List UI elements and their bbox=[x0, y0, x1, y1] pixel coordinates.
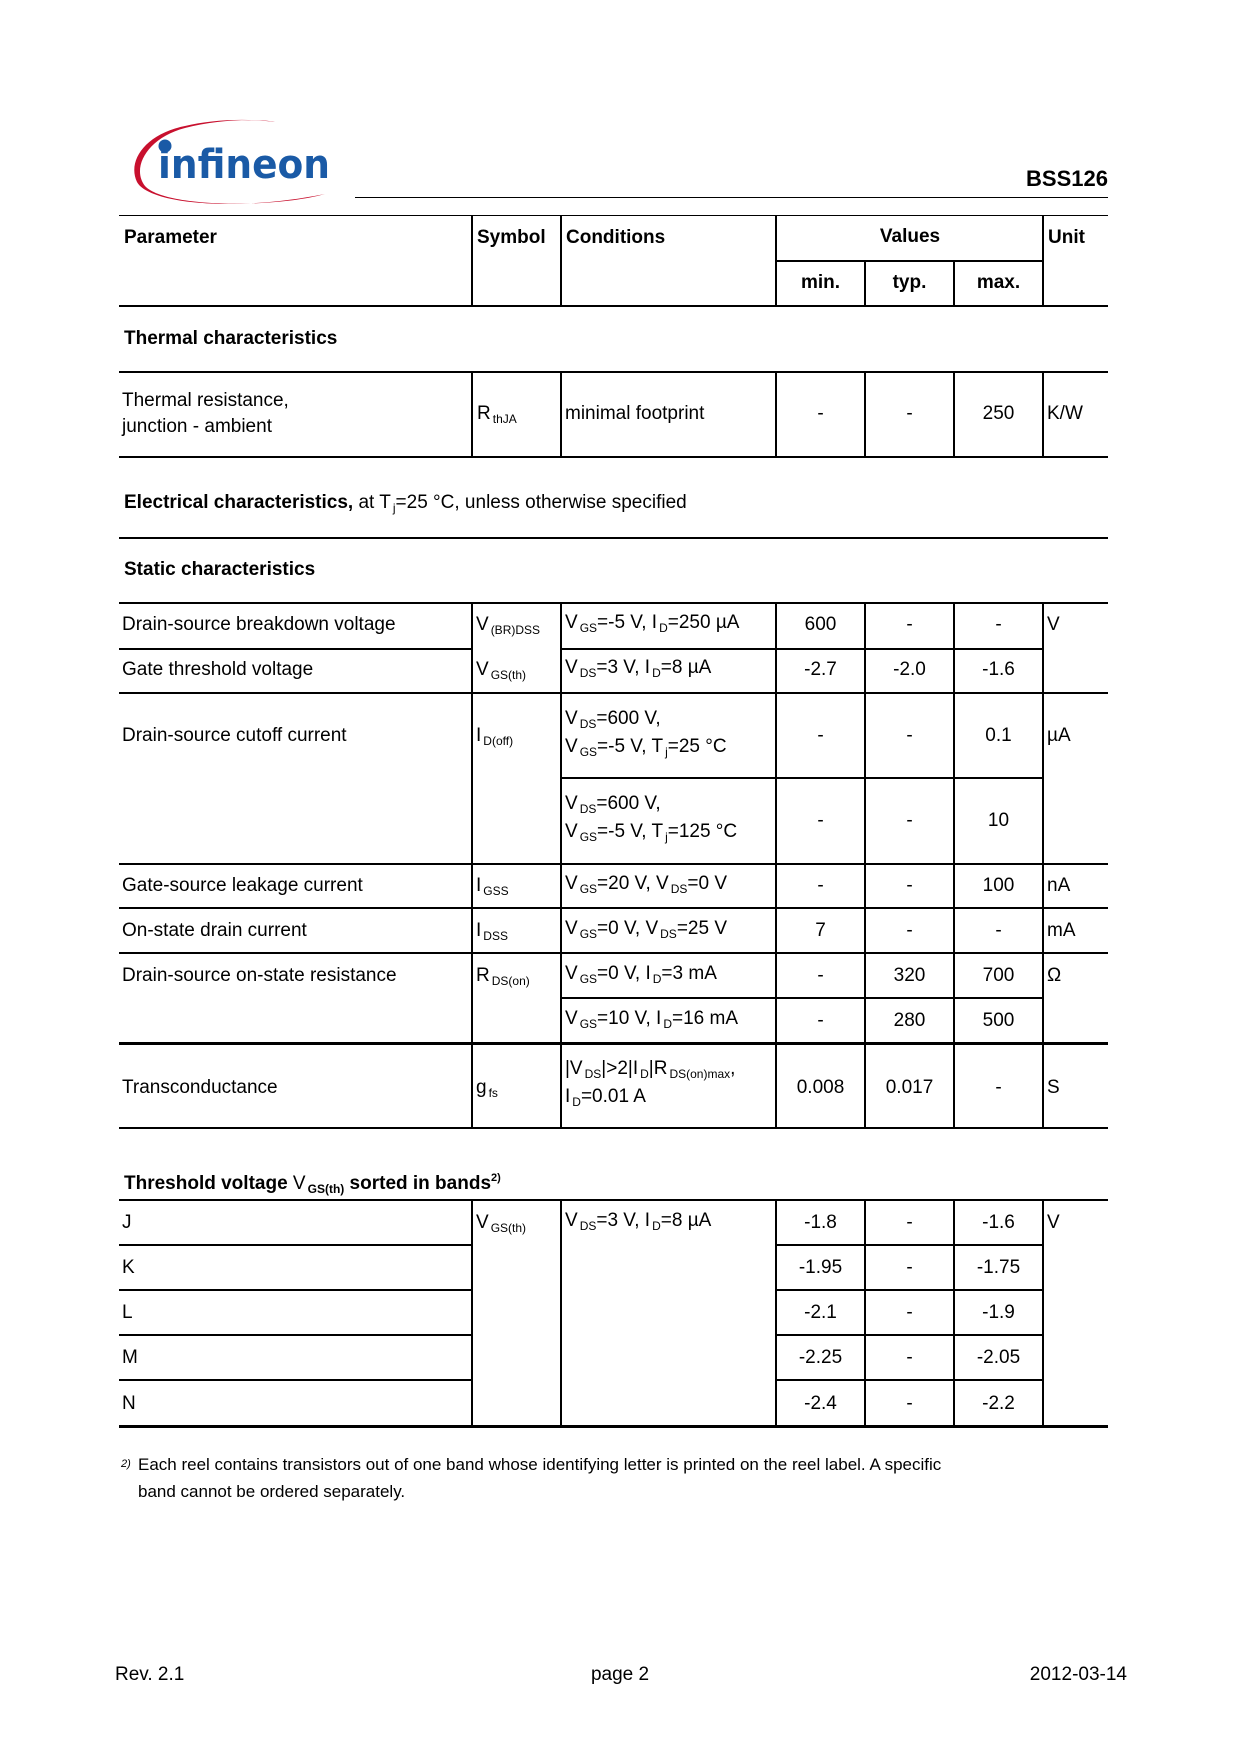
col-divider bbox=[471, 372, 473, 457]
header-conditions: Conditions bbox=[566, 227, 666, 248]
condition: V $_{DS}$=600 V, bbox=[565, 793, 661, 816]
col-divider bbox=[471, 1200, 473, 1426]
row-rule bbox=[119, 648, 472, 650]
col-divider bbox=[560, 603, 562, 1044]
condition: minimal footprint bbox=[565, 403, 705, 424]
infineon-logo-icon bbox=[125, 116, 350, 210]
typ-value: - bbox=[906, 614, 913, 635]
col-divider bbox=[471, 216, 473, 306]
band-letter: J bbox=[122, 1212, 132, 1233]
row-rule bbox=[119, 1199, 1108, 1201]
param-name: Drain-source on-state resistance bbox=[122, 965, 397, 986]
row-rule bbox=[119, 371, 1108, 373]
typ-value: - bbox=[906, 875, 913, 896]
row-rule-thick bbox=[119, 1042, 1108, 1045]
row-rule bbox=[119, 692, 1108, 694]
param-name: Drain-source cutoff current bbox=[122, 725, 347, 746]
param-name: Gate-source leakage current bbox=[122, 875, 363, 896]
footer-page: page 2 bbox=[590, 1664, 650, 1685]
unit: V bbox=[1047, 614, 1060, 635]
table-top-rule bbox=[119, 215, 1108, 216]
param-name: Transconductance bbox=[122, 1077, 278, 1098]
row-rule bbox=[119, 1289, 472, 1291]
header-parameter: Parameter bbox=[124, 227, 217, 248]
footnote-marker: 2) bbox=[121, 1458, 131, 1470]
param-name: Drain-source breakdown voltage bbox=[122, 614, 396, 635]
row-rule bbox=[119, 537, 1108, 539]
min-value: -2.4 bbox=[804, 1393, 837, 1414]
condition: I $_D$=0.01 A bbox=[565, 1086, 646, 1109]
row-rule bbox=[119, 1334, 472, 1336]
typ-value: 280 bbox=[893, 1010, 926, 1031]
param-name: Thermal resistance, bbox=[122, 390, 289, 411]
header-values: Values bbox=[879, 226, 941, 247]
min-value: 0.008 bbox=[796, 1077, 845, 1098]
condition: V $_{GS}$=-5 V, T $_j$=25 °C bbox=[565, 736, 727, 759]
header-typ: typ. bbox=[892, 272, 927, 293]
typ-value: - bbox=[906, 725, 913, 746]
max-value: 500 bbox=[982, 1010, 1015, 1031]
typ-value: - bbox=[906, 1302, 913, 1323]
symbol: R $_{DS(on)}$ bbox=[476, 965, 530, 988]
condition: V $_{GS}$=0 V, V $_{DS}$=25 V bbox=[565, 918, 727, 941]
max-value: 250 bbox=[982, 403, 1015, 424]
col-divider bbox=[560, 216, 562, 306]
condition: V $_{GS}$=-5 V, T $_j$=125 °C bbox=[565, 821, 738, 844]
unit: µA bbox=[1047, 725, 1071, 746]
band-letter: K bbox=[122, 1257, 135, 1278]
row-rule bbox=[119, 602, 1108, 604]
symbol: I $_{DSS}$ bbox=[476, 920, 508, 943]
col-divider bbox=[560, 1045, 562, 1128]
row-rule bbox=[561, 997, 1044, 999]
min-value: -2.25 bbox=[798, 1347, 843, 1368]
min-value: - bbox=[817, 725, 824, 746]
row-rule bbox=[561, 648, 1044, 650]
max-value: -1.75 bbox=[976, 1257, 1021, 1278]
section-electrical: Electrical characteristics, at T $_j$=25 °C, unless otherwise specified bbox=[124, 492, 687, 515]
condition: V $_{DS}$=3 V, I $_D$=8 µA bbox=[565, 657, 712, 680]
unit: mA bbox=[1047, 920, 1076, 941]
typ-value: - bbox=[906, 403, 913, 424]
section-bands: Threshold voltage V $_{GS(th)}$ sorted in bands$^{2)}$ bbox=[124, 1172, 501, 1196]
row-rule bbox=[119, 1127, 1108, 1129]
footer-revision: Rev. 2.1 bbox=[115, 1664, 185, 1685]
svg-text:infineon: infineon bbox=[158, 142, 330, 188]
typ-value: - bbox=[906, 1347, 913, 1368]
typ-value: - bbox=[906, 1212, 913, 1233]
footnote-line2: band cannot be ordered separately. bbox=[138, 1482, 406, 1501]
unit: S bbox=[1047, 1077, 1060, 1098]
infineon-logo bbox=[125, 116, 350, 210]
max-value: - bbox=[995, 920, 1002, 941]
min-value: -1.8 bbox=[804, 1212, 837, 1233]
section-static: Static characteristics bbox=[124, 559, 316, 580]
min-value: -2.1 bbox=[804, 1302, 837, 1323]
row-rule bbox=[119, 1379, 472, 1381]
typ-value: 320 bbox=[893, 965, 926, 986]
condition: V $_{DS}$=600 V, bbox=[565, 708, 661, 731]
section-thermal: Thermal characteristics bbox=[124, 328, 338, 349]
max-value: -1.6 bbox=[982, 659, 1015, 680]
max-value: - bbox=[995, 614, 1002, 635]
typ-value: - bbox=[906, 920, 913, 941]
band-letter: M bbox=[122, 1347, 138, 1368]
max-value: -1.6 bbox=[982, 1212, 1015, 1233]
max-value: -2.05 bbox=[976, 1347, 1021, 1368]
unit: Ω bbox=[1047, 965, 1062, 986]
row-rule bbox=[119, 456, 1108, 458]
min-value: 600 bbox=[804, 614, 837, 635]
param-name: junction - ambient bbox=[122, 416, 272, 437]
typ-value: - bbox=[906, 1257, 913, 1278]
max-value: -2.2 bbox=[982, 1393, 1015, 1414]
max-value: 100 bbox=[982, 875, 1015, 896]
condition: V $_{DS}$=3 V, I $_D$=8 µA bbox=[565, 1210, 712, 1233]
row-rule bbox=[776, 1379, 1044, 1381]
symbol: I $_{D(off)}$ bbox=[476, 725, 514, 748]
typ-value: -2.0 bbox=[893, 659, 926, 680]
col-divider bbox=[560, 1200, 562, 1426]
typ-value: - bbox=[906, 1393, 913, 1414]
band-letter: N bbox=[122, 1393, 136, 1414]
unit: nA bbox=[1047, 875, 1071, 896]
col-divider bbox=[560, 372, 562, 457]
condition: |V $_{DS}$|>2|I $_D$|R $_{DS(on)max}$, bbox=[565, 1058, 736, 1081]
header-min: min. bbox=[800, 272, 841, 293]
table-bottom-rule bbox=[119, 1425, 1108, 1428]
min-value: 7 bbox=[815, 920, 826, 941]
max-value: 0.1 bbox=[985, 725, 1012, 746]
header-symbol: Symbol bbox=[477, 227, 546, 248]
min-value: -2.7 bbox=[804, 659, 837, 680]
footer-date: 2012-03-14 bbox=[1029, 1664, 1127, 1685]
footnote-line1: Each reel contains transistors out of one band whose identifying letter is printed on the reel label. A specific bbox=[138, 1455, 942, 1474]
symbol: R $_{thJA}$ bbox=[477, 403, 517, 426]
param-name: Gate threshold voltage bbox=[122, 659, 314, 680]
row-rule bbox=[119, 1244, 472, 1246]
symbol: V $_{(BR)DSS}$ bbox=[476, 614, 541, 637]
condition: V $_{GS}$=20 V, V $_{DS}$=0 V bbox=[565, 873, 727, 896]
symbol: I $_{GSS}$ bbox=[476, 875, 509, 898]
part-number: BSS126 bbox=[1026, 166, 1108, 191]
header-max: max. bbox=[976, 272, 1021, 293]
typ-value: - bbox=[906, 810, 913, 831]
min-value: - bbox=[817, 1010, 824, 1031]
symbol: g $_{fs}$ bbox=[476, 1077, 498, 1100]
row-rule bbox=[561, 777, 1044, 779]
row-rule bbox=[119, 907, 1108, 909]
min-value: - bbox=[817, 965, 824, 986]
symbol: V $_{GS(th)}$ bbox=[476, 659, 527, 682]
row-rule bbox=[119, 952, 1108, 954]
condition: V $_{GS}$=0 V, I $_D$=3 mA bbox=[565, 963, 717, 986]
param-name: On-state drain current bbox=[122, 920, 307, 941]
min-value: -1.95 bbox=[798, 1257, 843, 1278]
row-rule bbox=[776, 1334, 1044, 1336]
symbol: V $_{GS(th)}$ bbox=[476, 1212, 527, 1235]
values-subrule bbox=[776, 260, 1044, 262]
min-value: - bbox=[817, 810, 824, 831]
unit: K/W bbox=[1047, 403, 1083, 424]
max-value: 700 bbox=[982, 965, 1015, 986]
condition: V $_{GS}$=10 V, I $_D$=16 mA bbox=[565, 1008, 738, 1031]
col-divider bbox=[471, 1045, 473, 1128]
header-rule bbox=[355, 197, 1108, 198]
row-rule bbox=[776, 1289, 1044, 1291]
max-value: -1.9 bbox=[982, 1302, 1015, 1323]
condition: V $_{GS}$=-5 V, I $_D$=250 µA bbox=[565, 612, 740, 635]
max-value: 10 bbox=[987, 810, 1010, 831]
min-value: - bbox=[817, 875, 824, 896]
band-letter: L bbox=[122, 1302, 133, 1323]
typ-value: 0.017 bbox=[885, 1077, 934, 1098]
col-divider bbox=[471, 603, 473, 1044]
row-rule bbox=[119, 863, 1108, 865]
header-bottom-rule bbox=[119, 305, 1108, 307]
row-rule bbox=[776, 1244, 1044, 1246]
max-value: - bbox=[995, 1077, 1002, 1098]
header-unit: Unit bbox=[1048, 227, 1085, 248]
unit: V bbox=[1047, 1212, 1060, 1233]
min-value: - bbox=[817, 403, 824, 424]
